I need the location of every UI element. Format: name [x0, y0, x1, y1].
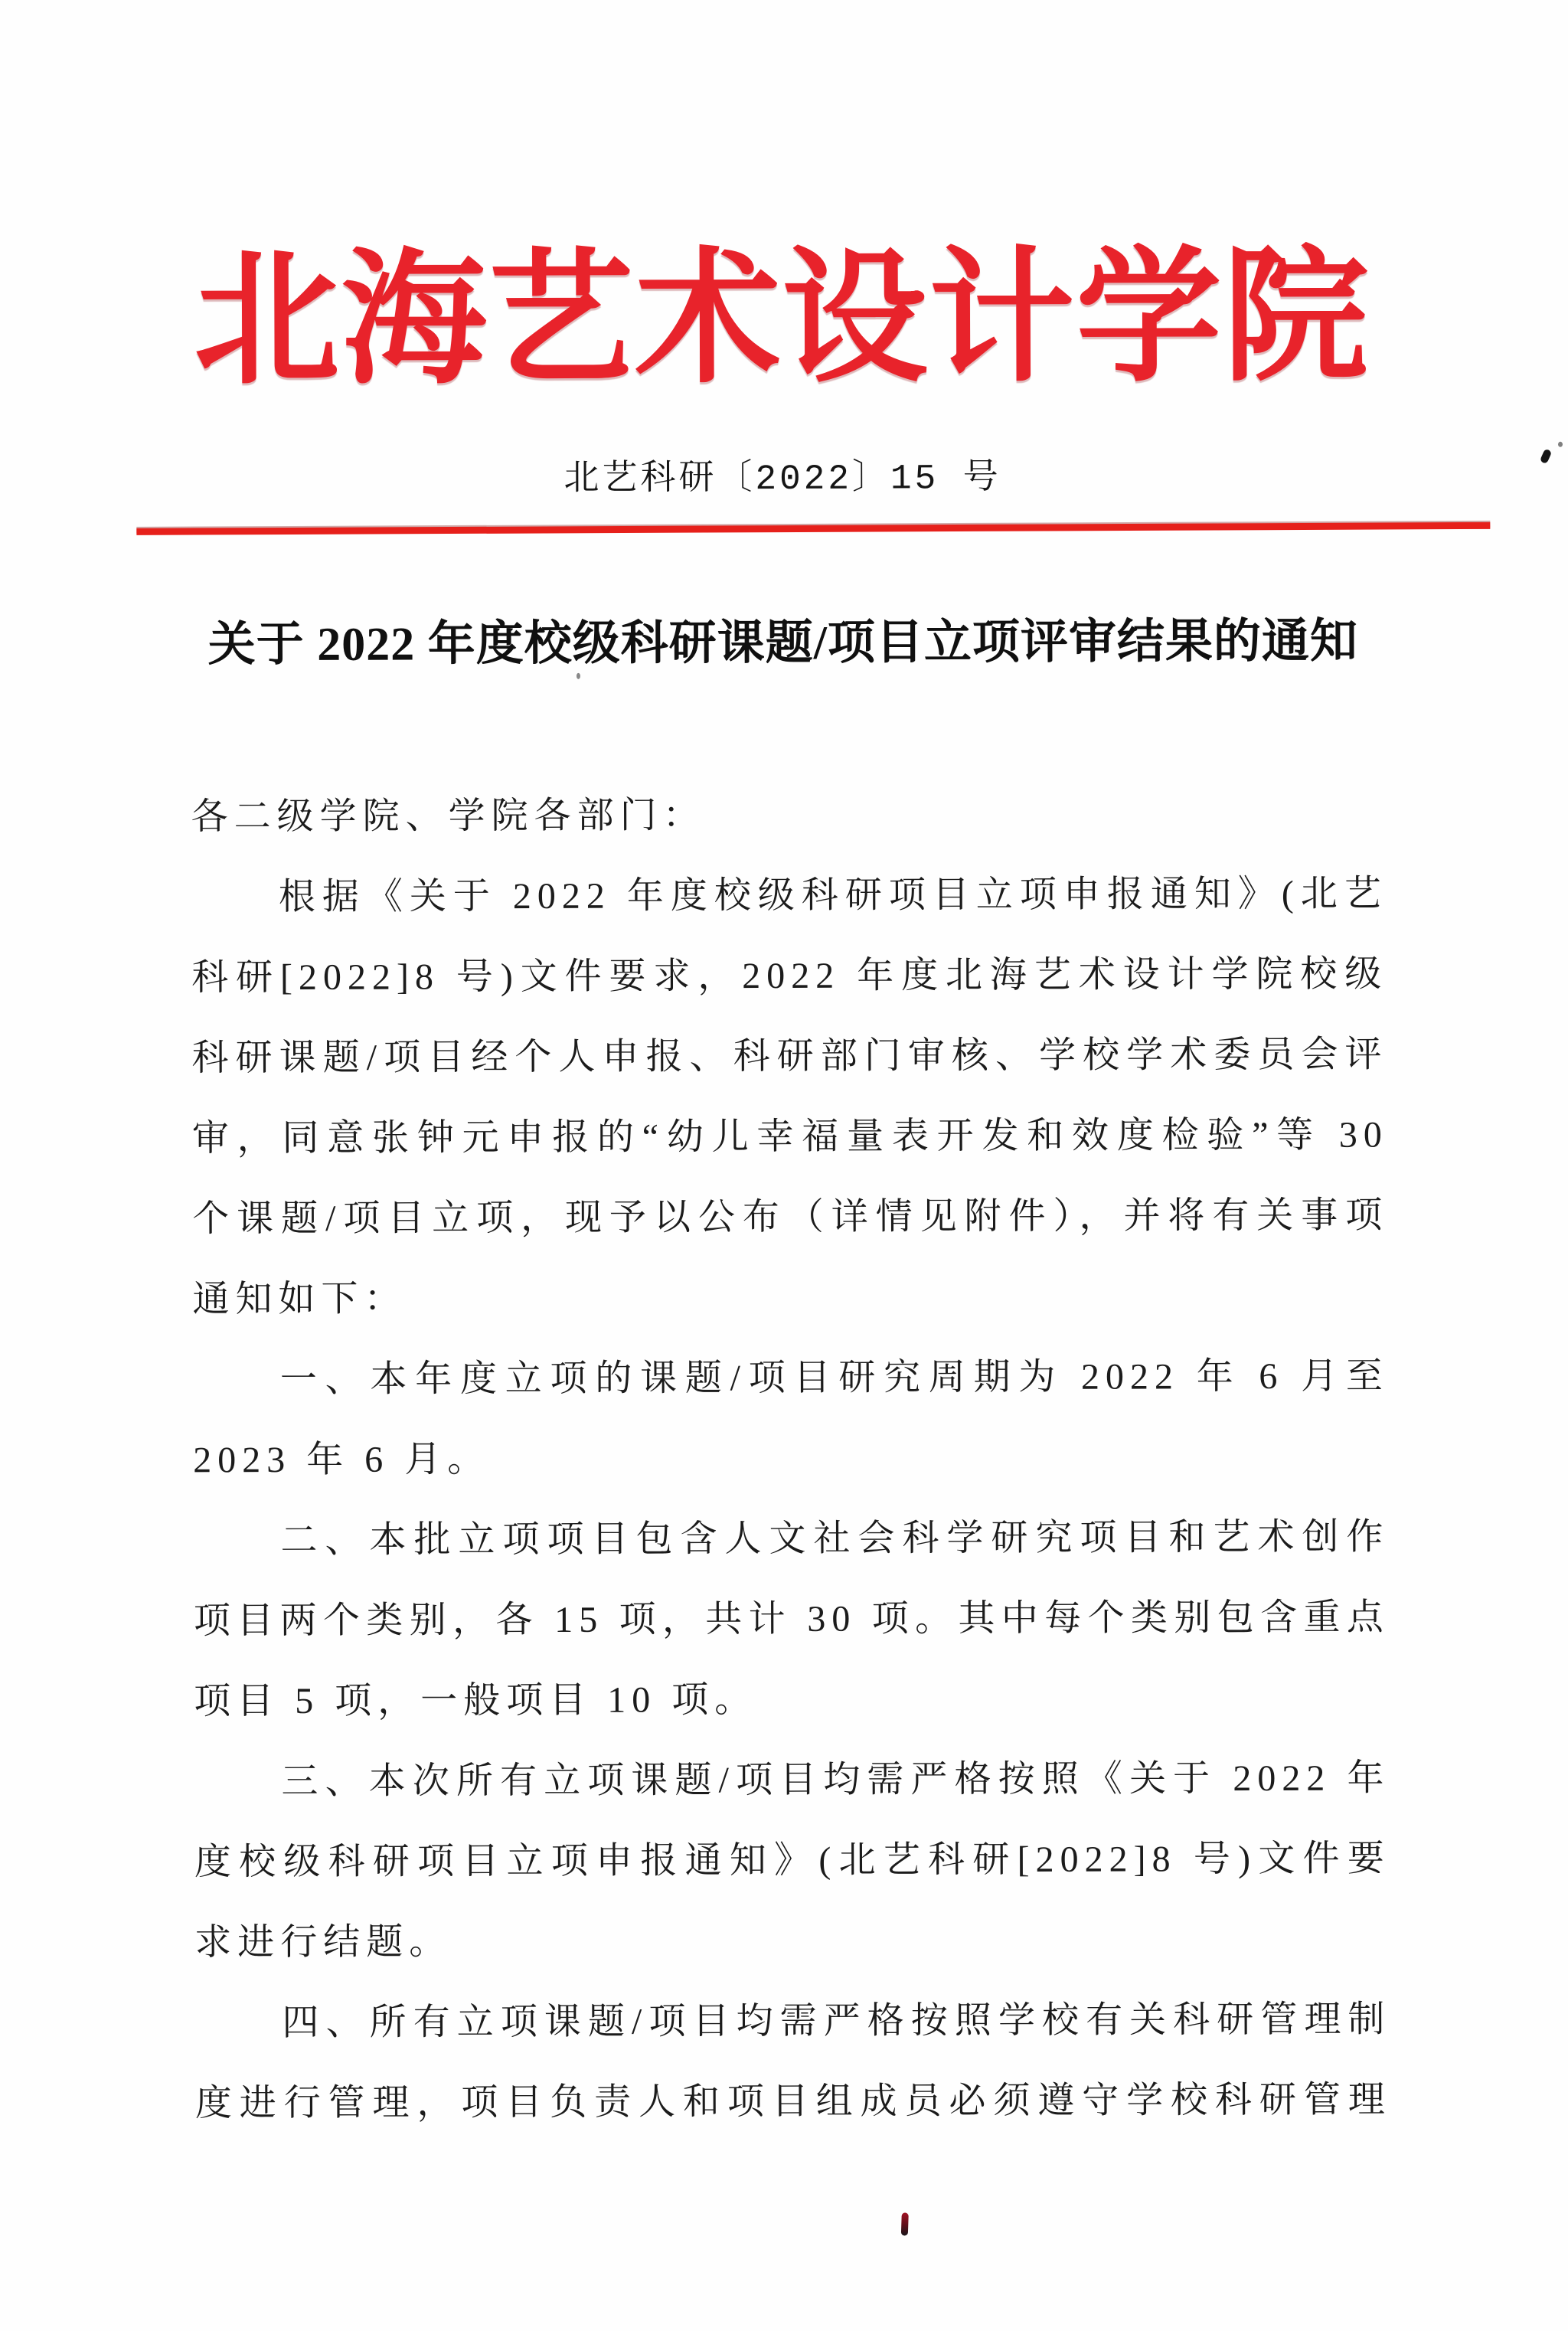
paragraph-item-3: 三、本次所有立项课题/项目均需严格按照《关于 2022 年度校级科研项目立项申报通知》(北艺科研[2022]8 号)文件要求进行结题。 — [194, 1757, 1390, 1963]
ink-speck — [577, 673, 580, 679]
notice-title: 关于 2022 年度校级科研课题/项目立项评审结果的通知 — [207, 615, 1359, 672]
document-number: 北艺科研〔2022〕15 号 — [564, 459, 1001, 500]
letterhead-red-rule — [136, 522, 1490, 535]
paragraph-intro: 根据《关于 2022 年度校级科研项目立项申报通知》(北艺科研[2022]8 号)文件要求，2022 年度北海艺术设计学院校级科研课题/项目经个人申报、科研部门审核、学校学术委员会评审，同意张钟元申报的“幼儿幸福量表开发和效度检验”等 30 个课题/项目立项，现予以公布（详情见附件），并将有关事项通知如下： — [191, 873, 1389, 1320]
salutation-line: 各二级学院、学院各部门： — [191, 795, 706, 838]
paragraph-item-4-continues-next-page: 四、所有立项课题/项目均需严格按照学校有关科研管理制度进行管理，项目负责人和项目组成员必须遵守学校科研管理 — [194, 1999, 1391, 2124]
ink-speck — [901, 2212, 909, 2235]
ink-speck — [1558, 442, 1563, 447]
paragraph-item-1: 一、本年度立项的课题/项目研究周期为 2022 年 6 月至 2023 年 6 月。 — [193, 1355, 1389, 1481]
notice-body — [191, 773, 1391, 2144]
paragraph-item-2: 二、本批立项项目包含人文社会科学研究项目和艺术创作项目两个类别，各 15 项，共计 30 项。其中每个类别包含重点项目 5 项，一般项目 10 项。 — [193, 1516, 1390, 1722]
letterhead-institution-name: 北海艺术设计学院 — [194, 237, 1370, 403]
